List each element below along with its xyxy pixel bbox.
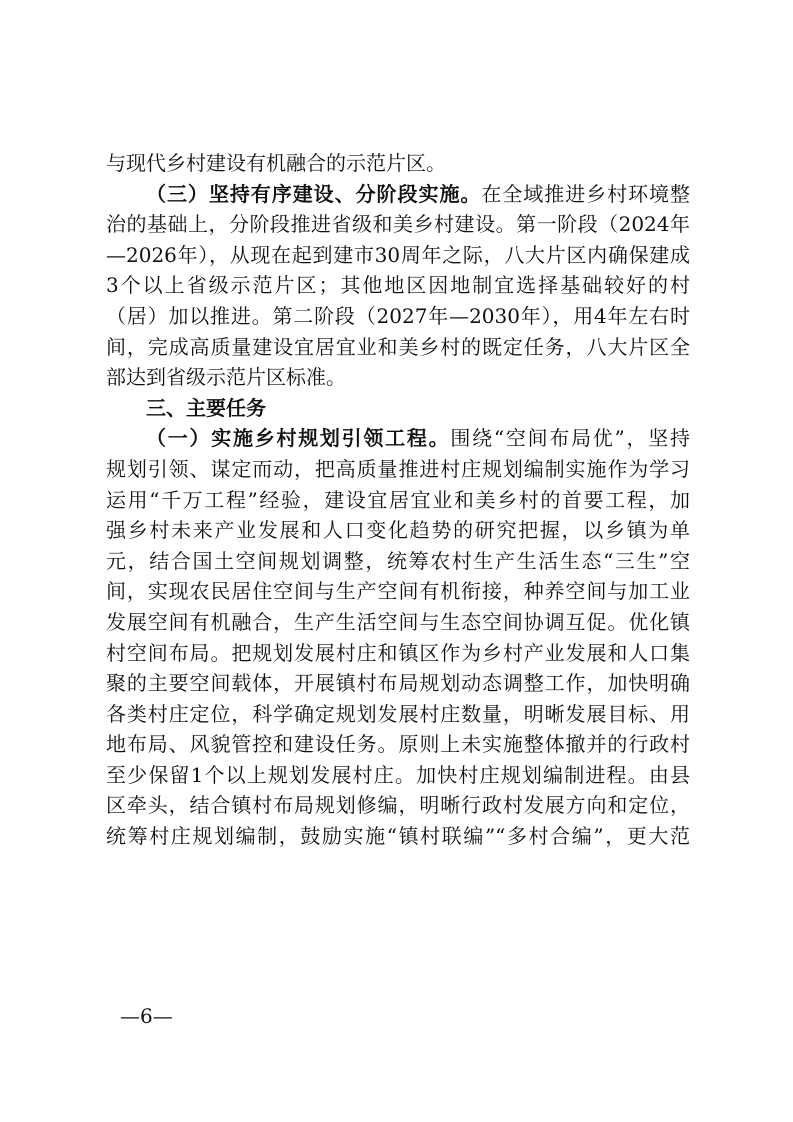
paragraph-line: 部达到省级示范片区标准。 [106, 365, 346, 390]
paragraph-line: 运用“千万工程”经验，建设宜居宜业和美乡村的首要工程，加 [106, 487, 690, 512]
section-heading: 三、主要任务 [146, 395, 266, 420]
paragraph-line: 统筹村庄规划编制，鼓励实施“镇村联编”“多村合编”，更大范 [106, 824, 690, 849]
paragraph-line: 3个以上省级示范片区；其他地区因地制宜选择基础较好的村 [106, 273, 690, 298]
paragraph-line: 元，结合国土空间规划调整，统筹农村生产生活生态“三生”空 [106, 548, 690, 573]
paragraph-line: 治的基础上，分阶段推进省级和美乡村建设。第一阶段（2024年 [106, 212, 690, 237]
paragraph-line: 间，完成高质量建设宜居宜业和美乡村的既定任务，八大片区全 [106, 334, 690, 359]
paragraph-line: 与现代乡村建设有机融合的示范片区。 [106, 151, 446, 175]
paragraph-line: —2026年），从现在起到建市30周年之际，八大片区内确保建成 [106, 242, 690, 267]
paragraph-line: （三）坚持有序建设、分阶段实施。在全域推进乡村环境整 [146, 181, 691, 206]
paragraph-line: 各类村庄定位，科学确定规划发展村庄数量，明晰发展目标、用 [106, 701, 690, 726]
paragraph-line: 规划引领、谋定而动，把高质量推进村庄规划编制实施作为学习 [106, 456, 690, 481]
section-lead: （三）坚持有序建设、分阶段实施。 [146, 181, 482, 206]
paragraph-line: 至少保留1个以上规划发展村庄。加快村庄规划编制进程。由县 [106, 762, 690, 787]
paragraph-line: 聚的主要空间载体，开展镇村布局规划动态调整工作，加快明确 [106, 671, 690, 696]
paragraph-line: 村空间布局。把规划发展村庄和镇区作为乡村产业发展和人口集 [106, 640, 690, 665]
paragraph-line: 强乡村未来产业发展和人口变化趋势的研究把握，以乡镇为单 [106, 518, 690, 543]
paragraph-line: （居）加以推进。第二阶段（2027年—2030年），用4年左右时 [106, 303, 690, 328]
section-lead: （一）实施乡村规划引领工程。 [146, 426, 451, 451]
paragraph-line: 地布局、风貌管控和建设任务。原则上未实施整体撤并的行政村 [106, 732, 690, 757]
document-body [106, 148, 690, 852]
paragraph-line: （一）实施乡村规划引领工程。围绕“空间布局优”，坚持 [146, 426, 691, 451]
paragraph-line: 发展空间有机融合，生产生活空间与生态空间协调互促。优化镇 [106, 609, 690, 634]
paragraph-line: 间，实现农民居住空间与生产空间有机衔接，种养空间与加工业 [106, 579, 690, 604]
page-number: —6— [120, 1004, 173, 1028]
paragraph-line: 区牵头，结合镇村布局规划修编，明晰行政村发展方向和定位， [106, 793, 690, 818]
